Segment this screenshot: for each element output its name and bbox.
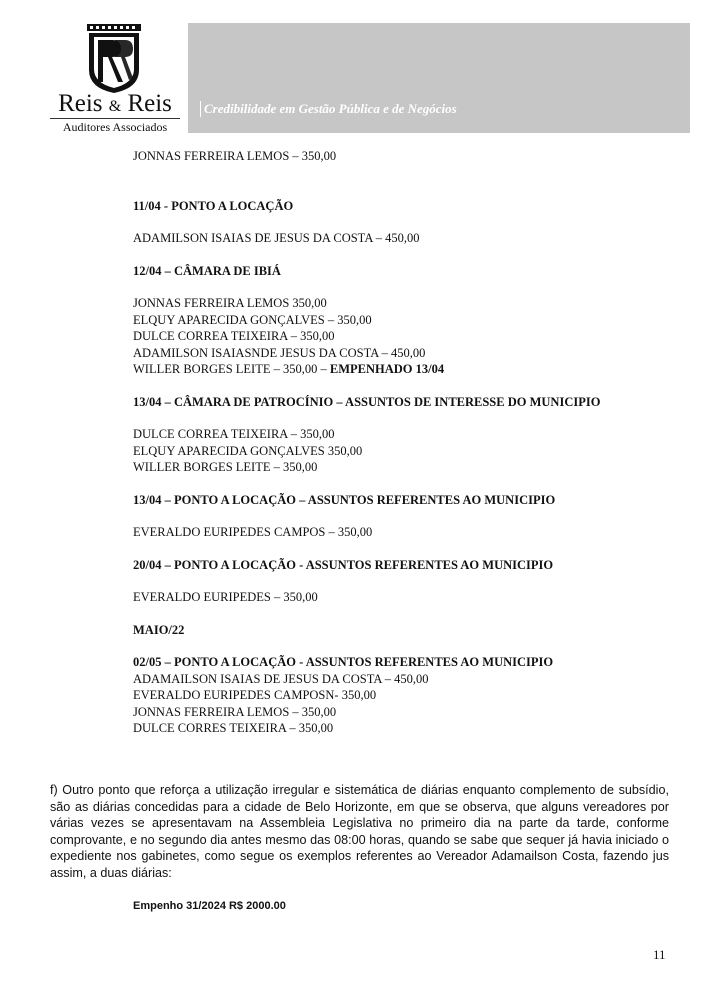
section-heading: 12/04 – CÂMARA DE IBIÁ — [133, 263, 281, 278]
text-line: WILLER BORGES LEITE – 350,00 – EMPENHADO 13/04 — [133, 362, 445, 376]
text-line: EVERALDO EURIPEDES – 350,00 — [133, 590, 318, 604]
text-line: ADAMAILSON ISAIAS DE JESUS DA COSTA – 450,00 — [133, 671, 429, 686]
text-line: ADAMILSON ISAIAS DE JESUS DA COSTA – 450,00 — [133, 231, 420, 245]
text-line: DULCE CORREA TEIXEIRA – 350,00 — [133, 329, 335, 343]
paragraph-f — [50, 782, 669, 882]
section-heading: 20/04 – PONTO A LOCAÇÃO - ASSUNTOS REFERENTES AO MUNICIPIO — [133, 557, 554, 572]
text-line: DULCE CORREA TEIXEIRA – 350,00 — [133, 427, 335, 441]
section-heading: 13/04 – PONTO A LOCAÇÃO – ASSUNTOS REFERENTES AO MUNICIPIO — [133, 492, 556, 507]
section-heading: 13/04 – CÂMARA DE PATROCÍNIO – ASSUNTOS DE INTERESSE DO MUNICIPIO — [133, 394, 601, 409]
text-line: EVERALDO EURIPEDES CAMPOSN- 350,00 — [133, 688, 377, 702]
month-heading: MAIO/22 — [133, 622, 185, 637]
text-line: JONNAS FERREIRA LEMOS 350,00 — [133, 296, 327, 310]
section-heading: 11/04 - PONTO A LOCAÇÃO — [133, 198, 294, 213]
empenhado-note: EMPENHADO 13/04 — [329, 362, 445, 376]
text-line: WILLER BORGES LEITE – 350,00 — [133, 460, 318, 474]
document-body — [133, 148, 669, 737]
company-logo — [50, 24, 180, 136]
empenho-label: Empenho 31/2024 R$ 2000.00 — [133, 900, 286, 912]
text-line: ELQUY APARECIDA GONÇALVES 350,00 — [133, 443, 363, 458]
logo-name: Reis & Reis — [58, 90, 172, 117]
text-line: JONNAS FERREIRA LEMOS – 350,00 — [133, 704, 337, 719]
logo-subtitle: Auditores Associados — [50, 118, 180, 135]
text-line: EVERALDO EURIPEDES CAMPOS – 350,00 — [133, 525, 373, 539]
paragraph-text: f) Outro ponto que reforça a utilização irregular e sistemática de diárias enquanto complemento de subsídio, são as diárias concedidas para a cidade de Belo Horizonte, em que se observa, que alguns vereadores por várias vezes se apresentavam na Assembleia Legislativa no primeiro dia na parte da tarde, conforme comprovante, e no segundo dia antes mesmo das 08:00 horas, quando se sabe que sequer já havia iniciado o expediente nos gabinetes, como segue os exemplos referentes ao Vereador Adamailson Costa, fazendo jus assim, a duas diárias: — [50, 783, 669, 880]
text-line: DULCE CORRES TEIXEIRA – 350,00 — [133, 721, 334, 735]
text-line: JONNAS FERREIRA LEMOS – 350,00 — [133, 149, 337, 163]
header-tagline: Credibilidade em Gestão Pública e de Negócios — [200, 101, 457, 117]
text-line: ADAMILSON ISAIASNDE JESUS DA COSTA – 450,00 — [133, 345, 426, 360]
text-line: ELQUY APARECIDA GONÇALVES – 350,00 — [133, 312, 372, 327]
page-number: 11 — [653, 947, 666, 962]
section-heading: 02/05 – PONTO A LOCAÇÃO - ASSUNTOS REFERENTES AO MUNICIPIO — [133, 655, 554, 669]
rr-crest-icon — [85, 24, 143, 94]
